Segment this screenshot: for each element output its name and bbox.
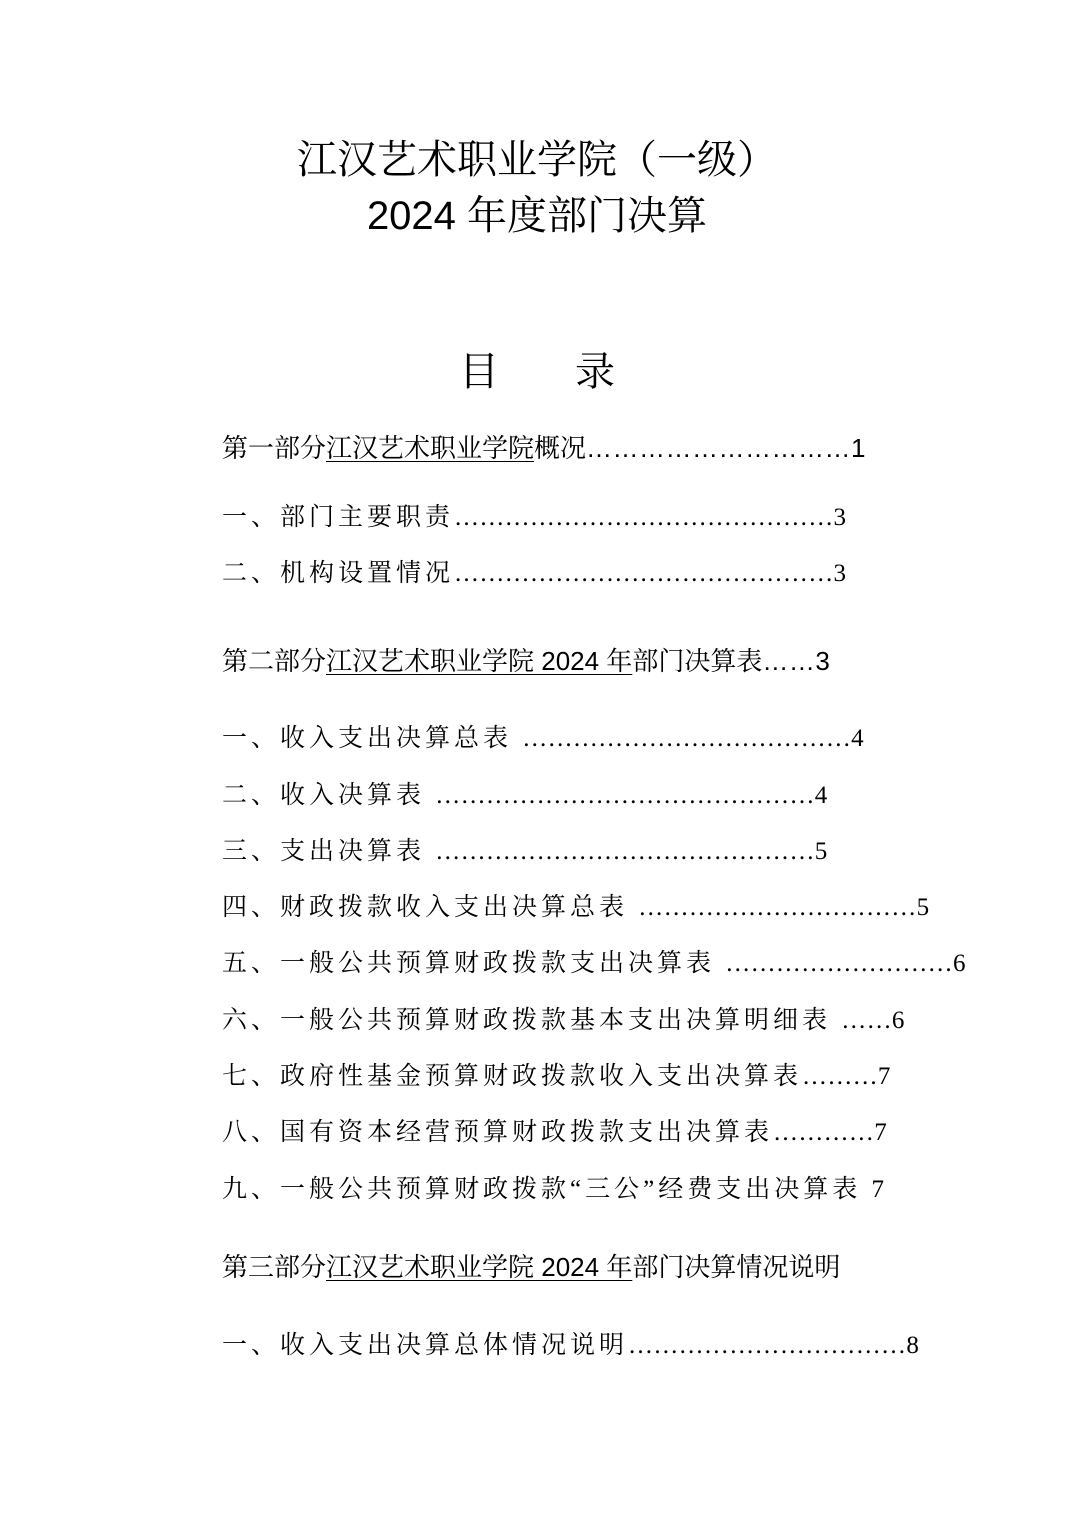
toc-item-label: 七、政府性基金预算财政拨款收入支出决算表	[222, 1063, 803, 1090]
toc-item-page: 8	[906, 1332, 919, 1359]
toc-part2-name: 江汉艺术职业学院 2024 年	[326, 646, 633, 676]
toc-item-page: 7	[874, 1119, 887, 1146]
toc-part3-suffix: 部门决算情况说明	[632, 1252, 841, 1282]
toc-item-page: 7	[871, 1176, 884, 1203]
toc-item[interactable]	[222, 1172, 884, 1208]
toc-part2-page: 3	[815, 646, 830, 676]
toc-item-label: 四、财政拨款收入支出决算总表	[222, 894, 639, 921]
toc-item-label: 一、部门主要职责	[222, 504, 455, 531]
toc-item[interactable]	[222, 1003, 904, 1039]
toc-part1-name: 江汉艺术职业学院	[326, 433, 535, 463]
toc-item-label: 二、收入决算表	[222, 782, 436, 809]
toc-item[interactable]	[222, 1115, 887, 1151]
toc-item[interactable]	[222, 721, 864, 757]
toc-item-dots: ……………………………	[638, 894, 917, 921]
toc-heading: 目录	[459, 350, 691, 394]
toc-item-page: 5	[916, 894, 930, 921]
toc-item-dots: ……………………………	[628, 1332, 907, 1359]
document-title-line2: 2024 年度部门决算	[366, 194, 708, 238]
toc-item-page: 7	[877, 1063, 891, 1090]
toc-part1-page: 1	[851, 433, 866, 463]
toc-item-label: 一、收入支出决算总体情况说明	[222, 1332, 629, 1359]
toc-item[interactable]	[222, 500, 846, 536]
toc-part2[interactable]	[222, 643, 830, 679]
toc-part2-prefix: 第二部分	[222, 646, 327, 676]
toc-item-page: 3	[833, 504, 847, 531]
toc-item-page: 6	[891, 1007, 905, 1034]
toc-part1-suffix: 概况	[534, 433, 587, 463]
toc-item-dots: …………	[773, 1119, 875, 1146]
toc-part1-dots: …………………………	[586, 433, 852, 463]
toc-item[interactable]	[222, 946, 965, 982]
toc-item-dots: ………………………………………	[435, 782, 815, 809]
toc-item[interactable]	[222, 890, 929, 926]
toc-item[interactable]	[222, 1328, 919, 1364]
toc-item[interactable]	[222, 834, 827, 870]
toc-item-label: 三、支出决算表	[222, 838, 436, 865]
toc-item-page: 4	[814, 782, 828, 809]
toc-part2-suffix: 部门决算表	[632, 646, 763, 676]
toc-item-label: 九、一般公共预算财政拨款“三公”经费支出决算表	[222, 1176, 862, 1203]
toc-part3-prefix: 第三部分	[222, 1252, 327, 1282]
toc-item[interactable]	[222, 556, 846, 592]
toc-item-dots: ……	[841, 1007, 892, 1034]
toc-item-label: 八、国有资本经营预算财政拨款支出决算表	[222, 1119, 774, 1146]
toc-item-label: 二、机构设置情况	[222, 560, 455, 587]
toc-item[interactable]	[222, 1059, 890, 1095]
toc-item-page: 3	[833, 560, 847, 587]
toc-item-label: 五、一般公共预算财政拨款支出决算表	[222, 950, 726, 977]
toc-item[interactable]	[222, 778, 827, 814]
document-title-line1: 江汉艺术职业学院（一级）	[297, 138, 777, 182]
toc-item-label: 六、一般公共预算财政拨款基本支出决算明细表	[222, 1007, 842, 1034]
toc-item-dots: …………………………………	[522, 725, 852, 752]
toc-part1[interactable]	[222, 430, 866, 466]
toc-item-dots: ………………………	[725, 950, 953, 977]
toc-item-dots: ………………………………………	[454, 504, 834, 531]
toc-item-label: 一、收入支出决算总表	[222, 725, 523, 752]
toc-item-dots: ………	[802, 1063, 878, 1090]
toc-item-page: 6	[952, 950, 966, 977]
toc-item-page: 5	[814, 838, 828, 865]
toc-part2-dots: ……	[762, 646, 816, 676]
toc-item-dots: ………………………………………	[435, 838, 815, 865]
toc-part1-prefix: 第一部分	[222, 433, 327, 463]
toc-part3-name: 江汉艺术职业学院 2024 年	[326, 1252, 633, 1282]
toc-part3[interactable]	[222, 1249, 840, 1285]
toc-item-page: 4	[851, 725, 864, 752]
toc-item-dots: ………………………………………	[454, 560, 834, 587]
